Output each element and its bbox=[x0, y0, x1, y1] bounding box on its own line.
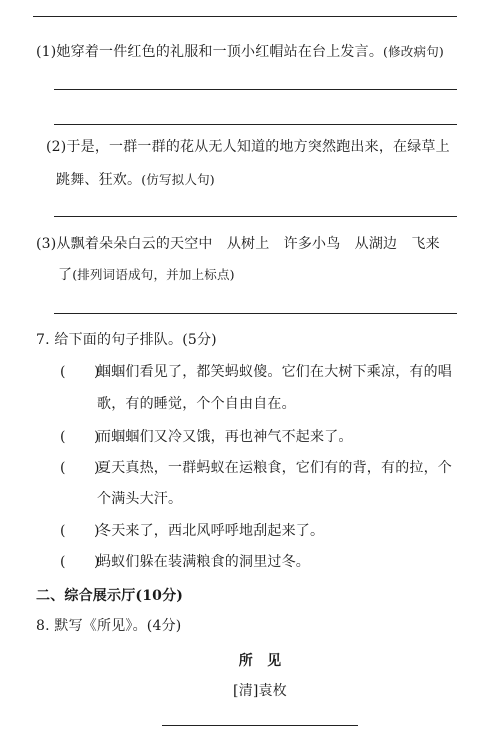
q6-item3-text: 了 bbox=[58, 267, 73, 283]
q7-item4-paren[interactable]: ( ) bbox=[60, 523, 100, 539]
q7-item1-line2: 歌，有的睡觉，个个自由自在。 bbox=[97, 396, 296, 412]
section2-title: 二、综合展示厅(10分) bbox=[36, 588, 184, 604]
q7-item3-line1: 夏天真热，一群蚂蚁在运粮食，它们有的背，有的拉，个 bbox=[97, 460, 452, 476]
q7-item5-paren[interactable]: ( ) bbox=[60, 554, 100, 570]
poem-answer-line[interactable] bbox=[162, 725, 358, 726]
q6-item3-note: (排列词语成句，并加上标点) bbox=[72, 267, 235, 282]
q7-item1-paren[interactable]: ( ) bbox=[60, 364, 100, 380]
q7-item2-paren[interactable]: ( ) bbox=[60, 429, 100, 445]
q7-item1-line1: 蝈蝈们看见了，都笑蚂蚁傻。它们在大树下乘凉，有的唱 bbox=[97, 364, 452, 380]
q7-item5-line1: 蚂蚁们躲在装满粮食的洞里过冬。 bbox=[97, 554, 310, 570]
q7-item4-line1: 冬天来了，西北风呼呼地刮起来了。 bbox=[97, 523, 325, 539]
answer-line-1[interactable] bbox=[54, 89, 457, 90]
q6-item2-line1: (2)于是，一群一群的花从无人知道的地方突然跑出来，在绿草上 bbox=[46, 139, 450, 155]
q7-item2-line1: 而蝈蝈们又冷又饿，再也神气不起来了。 bbox=[97, 429, 353, 445]
q6-item2-text: 跳舞、狂欢。 bbox=[56, 172, 142, 188]
q6-item3-line2 bbox=[58, 266, 235, 284]
poem-title: 所 见 bbox=[238, 653, 282, 669]
q6-item1-note: (修改病句) bbox=[383, 44, 444, 59]
q7-item3-paren[interactable]: ( ) bbox=[60, 460, 100, 476]
q6-item1 bbox=[36, 43, 444, 61]
q6-item3-line1: (3)从飘着朵朵白云的天空中 从树上 许多小鸟 从湖边 飞来 bbox=[36, 236, 440, 252]
q7-title: 7. 给下面的句子排队。(5分) bbox=[36, 332, 217, 348]
top-rule bbox=[33, 16, 457, 17]
q7-item3-line2: 个满头大汗。 bbox=[97, 491, 183, 507]
answer-line-2[interactable] bbox=[54, 124, 457, 125]
q8-title: 8. 默写《所见》。(4分) bbox=[36, 618, 182, 634]
answer-line-3[interactable] bbox=[54, 216, 457, 217]
poem-author: [清]袁枚 bbox=[233, 683, 287, 699]
q6-item2-note: (仿写拟人句) bbox=[141, 172, 215, 187]
q6-item1-text: (1)她穿着一件红色的礼服和一顶小红帽站在台上发言。 bbox=[36, 44, 384, 60]
q6-item2-line2 bbox=[56, 171, 215, 189]
answer-line-4[interactable] bbox=[54, 313, 457, 314]
